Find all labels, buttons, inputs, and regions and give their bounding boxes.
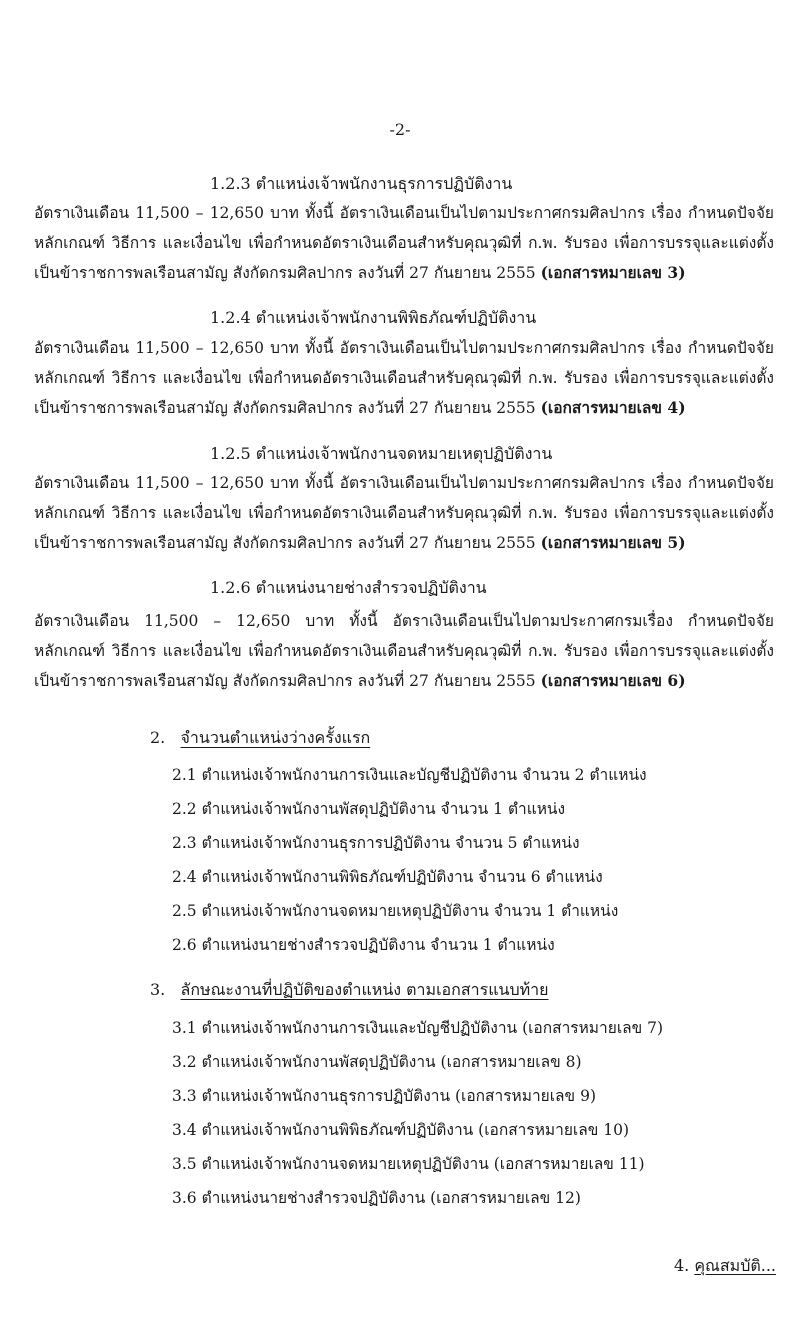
document-reference: (เอกสารหมายเลข 5) bbox=[540, 533, 686, 552]
list-item: 3.4 ตำแหน่งเจ้าพนักงานพิพิธภัณฑ์ปฏิบัติงาน (เอกสารหมายเลข 10) bbox=[172, 1121, 630, 1139]
section-number: 2. bbox=[150, 728, 166, 747]
paragraph-line: อัตราเงินเดือน 11,500 – 12,650 บาท ทั้งนี้ อัตราเงินเดือนเป็นไปตามประกาศกรมเรื่อง กำหนดปัจจัย bbox=[34, 612, 774, 630]
position-heading-1-2-5: 1.2.5 ตำแหน่งเจ้าพนักงานจดหมายเหตุปฏิบัติงาน bbox=[210, 444, 553, 463]
document-reference: (เอกสารหมายเลข 3) bbox=[540, 263, 686, 282]
section-title-text: ลักษณะงานที่ปฏิบัติของตำแหน่ง ตามเอกสารแนบท้าย bbox=[180, 980, 549, 999]
list-item: 3.2 ตำแหน่งเจ้าพนักงานพัสดุปฏิบัติงาน (เอกสารหมายเลข 8) bbox=[172, 1053, 582, 1071]
paragraph-text: เป็นข้าราชการพลเรือนสามัญ สังกัดกรมศิลปากร ลงวันที่ 27 กันยายน 2555 bbox=[34, 672, 536, 690]
paragraph-line: หลักเกณฑ์ วิธีการ และเงื่อนไข เพื่อกำหนดอัตราเงินเดือนสำหรับคุณวุฒิที่ ก.พ. รับรอง เพื่อการบรรจุและแต่งตั้ง bbox=[34, 504, 774, 522]
list-item: 3.5 ตำแหน่งเจ้าพนักงานจดหมายเหตุปฏิบัติงาน (เอกสารหมายเลข 11) bbox=[172, 1155, 645, 1173]
section-number: 3. bbox=[150, 980, 166, 999]
document-reference: (เอกสารหมายเลข 6) bbox=[540, 671, 686, 690]
page-number: -2- bbox=[389, 120, 411, 139]
position-heading-1-2-3: 1.2.3 ตำแหน่งเจ้าพนักงานธุรการปฏิบัติงาน bbox=[210, 174, 513, 193]
list-item: 3.6 ตำแหน่งนายช่างสำรวจปฏิบัติงาน (เอกสารหมายเลข 12) bbox=[172, 1189, 581, 1207]
paragraph-line bbox=[34, 528, 774, 558]
list-item: 3.3 ตำแหน่งเจ้าพนักงานธุรการปฏิบัติงาน (เอกสารหมายเลข 9) bbox=[172, 1087, 596, 1105]
paragraph-line: หลักเกณฑ์ วิธีการ และเงื่อนไข เพื่อกำหนดอัตราเงินเดือนสำหรับคุณวุฒิที่ ก.พ. รับรอง เพื่อการบรรจุและแต่งตั้ง bbox=[34, 369, 774, 387]
paragraph-line: อัตราเงินเดือน 11,500 – 12,650 บาท ทั้งนี้ อัตราเงินเดือนเป็นไปตามประกาศกรมศิลปากร เรื่อง กำหนดปัจจัย bbox=[34, 204, 774, 222]
list-item: 2.5 ตำแหน่งเจ้าพนักงานจดหมายเหตุปฏิบัติงาน จำนวน 1 ตำแหน่ง bbox=[172, 902, 619, 920]
paragraph-line: หลักเกณฑ์ วิธีการ และเงื่อนไข เพื่อกำหนดอัตราเงินเดือนสำหรับคุณวุฒิที่ ก.พ. รับรอง เพื่อการบรรจุและแต่งตั้ง bbox=[34, 642, 774, 660]
list-item: 2.1 ตำแหน่งเจ้าพนักงานการเงินและบัญชีปฏิบัติงาน จำนวน 2 ตำแหน่ง bbox=[172, 766, 647, 784]
position-paragraph-1-2-4 bbox=[34, 333, 774, 423]
section-title-text: จำนวนตำแหน่งว่างครั้งแรก bbox=[180, 728, 371, 747]
position-heading-1-2-6: 1.2.6 ตำแหน่งนายช่างสำรวจปฏิบัติงาน bbox=[210, 578, 487, 597]
list-item: 2.4 ตำแหน่งเจ้าพนักงานพิพิธภัณฑ์ปฏิบัติงาน จำนวน 6 ตำแหน่ง bbox=[172, 868, 603, 886]
paragraph-line bbox=[34, 393, 774, 423]
paragraph-line bbox=[34, 666, 774, 696]
paragraph-line: อัตราเงินเดือน 11,500 – 12,650 บาท ทั้งนี้ อัตราเงินเดือนเป็นไปตามประกาศกรมศิลปากร เรื่อง กำหนดปัจจัย bbox=[34, 339, 774, 357]
position-paragraph-1-2-3 bbox=[34, 198, 774, 288]
paragraph-text: เป็นข้าราชการพลเรือนสามัญ สังกัดกรมศิลปากร ลงวันที่ 27 กันยายน 2555 bbox=[34, 534, 536, 552]
list-item: 2.2 ตำแหน่งเจ้าพนักงานพัสดุปฏิบัติงาน จำนวน 1 ตำแหน่ง bbox=[172, 800, 566, 818]
section-2-list bbox=[172, 758, 647, 962]
position-heading-1-2-4: 1.2.4 ตำแหน่งเจ้าพนักงานพิพิธภัณฑ์ปฏิบัติงาน bbox=[210, 308, 537, 327]
paragraph-line bbox=[34, 258, 774, 288]
paragraph-line: อัตราเงินเดือน 11,500 – 12,650 บาท ทั้งนี้ อัตราเงินเดือนเป็นไปตามประกาศกรมศิลปากร เรื่อง กำหนดปัจจัย bbox=[34, 474, 774, 492]
paragraph-line: หลักเกณฑ์ วิธีการ และเงื่อนไข เพื่อกำหนดอัตราเงินเดือนสำหรับคุณวุฒิที่ ก.พ. รับรอง เพื่อการบรรจุและแต่งตั้ง bbox=[34, 234, 774, 252]
document-reference: (เอกสารหมายเลข 4) bbox=[540, 398, 686, 417]
continuation-number: 4. bbox=[673, 1256, 690, 1275]
list-item: 2.6 ตำแหน่งนายช่างสำรวจปฏิบัติงาน จำนวน 1 ตำแหน่ง bbox=[172, 936, 555, 954]
section-3-title bbox=[150, 978, 549, 1003]
continuation-text: คุณสมบัติ... bbox=[694, 1256, 776, 1275]
paragraph-text: เป็นข้าราชการพลเรือนสามัญ สังกัดกรมศิลปากร ลงวันที่ 27 กันยายน 2555 bbox=[34, 264, 536, 282]
page-continuation bbox=[674, 1254, 776, 1279]
list-item: 2.3 ตำแหน่งเจ้าพนักงานธุรการปฏิบัติงาน จำนวน 5 ตำแหน่ง bbox=[172, 834, 580, 852]
position-paragraph-1-2-5 bbox=[34, 468, 774, 558]
section-3-list bbox=[172, 1011, 663, 1215]
position-paragraph-1-2-6 bbox=[34, 606, 774, 696]
list-item: 3.1 ตำแหน่งเจ้าพนักงานการเงินและบัญชีปฏิบัติงาน (เอกสารหมายเลข 7) bbox=[172, 1019, 664, 1037]
section-2-title bbox=[150, 726, 370, 751]
paragraph-text: เป็นข้าราชการพลเรือนสามัญ สังกัดกรมศิลปากร ลงวันที่ 27 กันยายน 2555 bbox=[34, 399, 536, 417]
